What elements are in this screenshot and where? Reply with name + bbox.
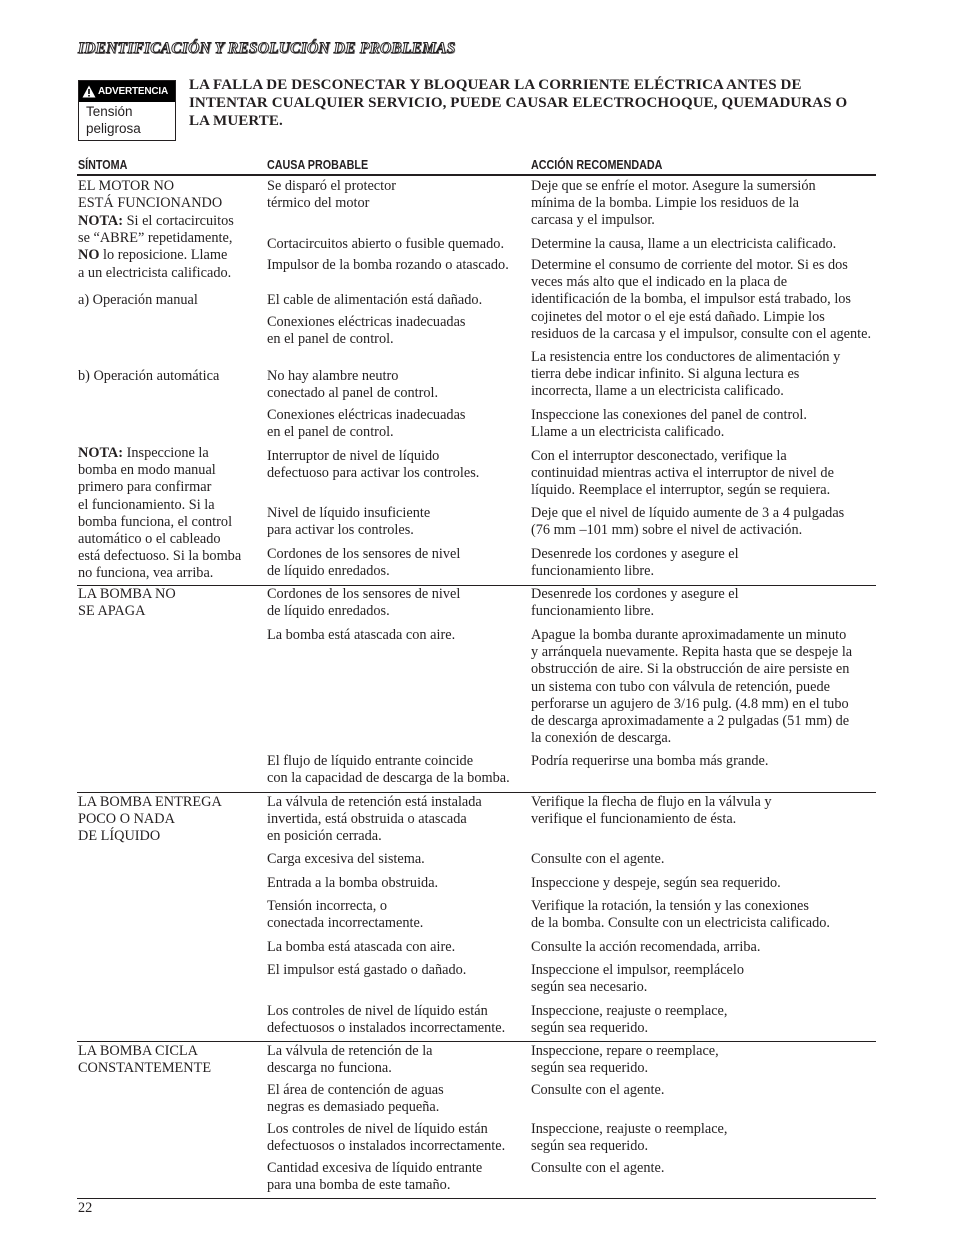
cause-item: Conexiones eléctricas inadecuadas en el panel de control. <box>267 407 466 441</box>
symptom-manual-operation: a) Operación manual <box>78 292 198 308</box>
cause-item: Interruptor de nivel de líquido defectuoso para activar los controles. <box>267 448 480 482</box>
action-item: Inspeccione, reajuste o reemplace, según sea requerido. <box>531 1121 728 1155</box>
cause-item: Cordones de los sensores de nivel de líquido enredados. <box>267 586 461 620</box>
cause-item: Se disparó el protector térmico del motor <box>267 178 397 212</box>
cause-item: Los controles de nivel de líquido están defectuosos o instalados incorrectamente. <box>267 1121 506 1155</box>
action-item: La resistencia entre los conductores de alimentación y tierra debe indicar infinito. Si alguna lectura es incorrecta, llame a un electricista calificado. <box>531 349 841 400</box>
action-item: Verifique la rotación, la tensión y las conexiones de la bomba. Consulte con un electricista calificado. <box>531 898 830 932</box>
cause-item: Cantidad excesiva de líquido entrante para una bomba de este tamaño. <box>267 1160 483 1194</box>
symptom-low-delivery: LA BOMBA ENTREGA POCO O NADA DE LÍQUIDO <box>78 794 222 845</box>
symptom-pump-wont-stop: LA BOMBA NO SE APAGA <box>78 586 176 620</box>
cause-item: La bomba está atascada con aire. <box>267 627 456 643</box>
action-item: Desenrede los cordones y asegure el funcionamiento libre. <box>531 546 739 580</box>
symptom-constant-cycling: LA BOMBA CICLA CONSTANTEMENTE <box>78 1043 212 1077</box>
note-label: NOTA: <box>78 213 124 229</box>
page-title: IDENTIFICACIÓN Y RESOLUCIÓN DE PROBLEMAS <box>78 40 456 57</box>
warning-sublabel: Tensión peligrosa <box>86 104 141 136</box>
action-item: Con el interruptor desconectado, verifique la continuidad mientras activa el interruptor de nivel de líquido. Reemplace el interruptor, según se requiera. <box>531 448 834 499</box>
action-item: Consulte con el agente. <box>531 1082 665 1098</box>
cause-item: Los controles de nivel de líquido están defectuosos o instalados incorrectamente. <box>267 1003 506 1037</box>
header-rule <box>77 174 876 176</box>
warning-label <box>78 80 176 141</box>
row-divider <box>77 1041 876 1042</box>
action-item: Deje que el nivel de líquido aumente de 3 a 4 pulgadas (76 mm –101 mm) sobre el nivel de activación. <box>531 505 845 539</box>
note-label: NOTA: <box>78 445 124 461</box>
cause-item: No hay alambre neutro conectado al panel de control. <box>267 368 439 402</box>
cause-item: Tensión incorrecta, o conectada incorrectamente. <box>267 898 424 932</box>
note-text: Si el cortacircuitos se “ABRE” repetidamente, <box>78 213 234 247</box>
cause-item: La bomba está atascada con aire. <box>267 939 456 955</box>
footer-rule <box>77 1198 876 1199</box>
header-action: ACCIÓN RECOMENDADA <box>531 158 663 172</box>
action-item: Apague la bomba durante aproximadamente un minuto y arránquela nuevamente. Repita hasta que se despeje la obstrucción de aire. Si la obstrucción de aire persiste en un sistema con tubo con válvula de retención, puede perforarse un agujero de 3/16 pulg. (4.8 mm) en el tubo de descarga aproximadamente a 2 pulgadas (51 mm) de la conexión de descarga. <box>531 627 853 747</box>
symptom-note-inspect <box>78 445 263 583</box>
page-number: 22 <box>78 1200 93 1216</box>
note-no: NO <box>78 247 100 264</box>
action-item: Inspeccione y despeje, según sea requerido. <box>531 875 781 891</box>
cause-item: La válvula de retención está instalada invertida, está obstruida o atascada en posición cerrada. <box>267 794 482 845</box>
action-item: Determine la causa, llame a un electricista calificado. <box>531 236 837 252</box>
cause-item: Nivel de líquido insuficiente para activar los controles. <box>267 505 431 539</box>
cause-item: El flujo de líquido entrante coincide con la capacidad de descarga de la bomba. <box>267 753 510 787</box>
header-cause: CAUSA PROBABLE <box>267 158 369 172</box>
action-item: Desenrede los cordones y asegure el funcionamiento libre. <box>531 586 739 620</box>
cause-item: Conexiones eléctricas inadecuadas en el panel de control. <box>267 314 466 348</box>
cause-item: Carga excesiva del sistema. <box>267 851 425 867</box>
action-item: Inspeccione, repare o reemplace, según sea requerido. <box>531 1043 719 1077</box>
cause-item: La válvula de retención de la descarga no funciona. <box>267 1043 433 1077</box>
cause-item: Entrada a la bomba obstruida. <box>267 875 439 891</box>
action-item: Verifique la flecha de flujo en la válvula y verifique el funcionamiento de ésta. <box>531 794 772 828</box>
cause-item: El cable de alimentación está dañado. <box>267 292 483 308</box>
action-item: Determine el consumo de corriente del motor. Si es dos veces más alto que el indicado en la placa de identificación de la bomba, el impulsor está trabado, los cojinetes del motor o el eje está dañado. Limpie los residuos de la carcasa y el impulsor, consulte con el agente. <box>531 257 872 342</box>
symptom-note-breaker <box>78 213 263 282</box>
action-item: Podría requerirse una bomba más grande. <box>531 753 769 769</box>
action-item: Inspeccione las conexiones del panel de control. Llame a un electricista calificado. <box>531 407 807 441</box>
note-text: Inspeccione la bomba en modo manual primero para confirmar el funcionamiento. Si la bomba funciona, el control automático o el cableado está defectuoso. Si la bomba no funciona, vea arriba. <box>78 445 242 582</box>
action-item: Inspeccione, reajuste o reemplace, según sea requerido. <box>531 1003 728 1037</box>
action-item: Consulte con el agente. <box>531 851 665 867</box>
symptom-motor-not-running: EL MOTOR NO ESTÁ FUNCIONANDO <box>78 178 223 212</box>
warning-triangle-icon <box>82 85 96 98</box>
symptom-automatic-operation: b) Operación automática <box>78 368 220 384</box>
cause-item: El área de contención de aguas negras es demasiado pequeña. <box>267 1082 444 1116</box>
action-item: Inspeccione el impulsor, reemplácelo según sea necesario. <box>531 962 745 996</box>
row-divider <box>77 792 876 793</box>
note-text: lo reposicione. Llame a un electricista calificado. <box>78 247 232 281</box>
action-item: Consulte la acción recomendada, arriba. <box>531 939 761 955</box>
cause-item: El impulsor está gastado o dañado. <box>267 962 467 978</box>
warning-text: LA FALLA DE DESCONECTAR Y BLOQUEAR LA CORRIENTE ELÉCTRICA ANTES DE INTENTAR CUALQUIER SERVICIO, PUEDE CAUSAR ELECTROCHOQUE, QUEMADURAS O LA MUERTE. <box>189 77 848 129</box>
action-item: Deje que se enfríe el motor. Asegure la sumersión mínima de la bomba. Limpie los residuos de la carcasa y el impulsor. <box>531 178 816 229</box>
cause-item: Cortacircuitos abierto o fusible quemado. <box>267 236 505 252</box>
header-symptom: SÍNTOMA <box>78 158 128 172</box>
cause-item: Impulsor de la bomba rozando o atascado. <box>267 257 509 273</box>
cause-item: Cordones de los sensores de nivel de líquido enredados. <box>267 546 461 580</box>
action-item: Consulte con el agente. <box>531 1160 665 1176</box>
warning-header <box>79 81 175 102</box>
warning-label-text: ADVERTENCIA <box>98 86 169 97</box>
